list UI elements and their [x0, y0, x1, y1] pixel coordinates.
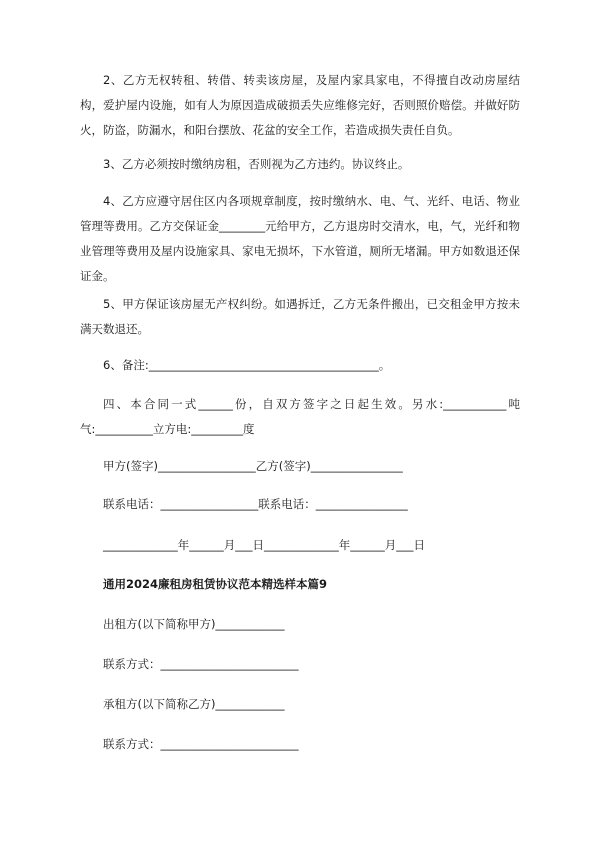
lessee-contact-field: 联系方式：________________________: [103, 737, 299, 751]
lessor-contact-field: 联系方式：________________________: [103, 657, 299, 671]
contact-phone-line: 联系电话：_________________联系电话：________________: [103, 497, 408, 511]
date-line: _____________年______月___日_____________年______月___日: [103, 538, 425, 552]
signature-line: 甲方(签字)_________________乙方(签字)________________: [103, 459, 403, 473]
clause-four-copies: 四、本合同一式______份，自双方签字之日起生效。另水:___________吨气:__________立方电:_________度: [80, 397, 520, 436]
lessor-field: 出租方(以下简称甲方)____________: [103, 617, 285, 631]
clause-2: 2、乙方无权转租、转借、转卖该房屋，及屋内家具家电，不得擅自改动房屋结构，爱护屋内设施，如有人为原因造成破损丢失应维修完好，否则照价赔偿。并做好防火，防盗，防漏水，和阳台摆放、花盆的安全工作，若造成损失责任自负。: [80, 73, 520, 137]
clause-5: 5、甲方保证该房屋无产权纠纷。如遇拆迁，乙方无条件搬出，已交租金甲方按未满天数退还。: [80, 297, 520, 336]
clause-6-remarks: 6、备注:________________________________________。: [103, 358, 391, 372]
section-title: 通用2024廉租房租赁协议范本精选样本篇9: [103, 577, 328, 591]
lessee-field: 承租方(以下简称乙方)____________: [103, 697, 285, 711]
clause-4: 4、乙方应遵守居住区内各项规章制度，按时缴纳水、电、气、光纤、电话、物业管理等费用。乙方交保证金________元给甲方，乙方退房时交清水，电，气，光纤和物业管理等费用及屋内设施家具、家电无损坏，下水管道，厕所无堵漏。甲方如数退还保证金。: [80, 194, 520, 283]
clause-3: 3、乙方必须按时缴纳房租，否则视为乙方违约。协议终止。: [103, 157, 410, 171]
